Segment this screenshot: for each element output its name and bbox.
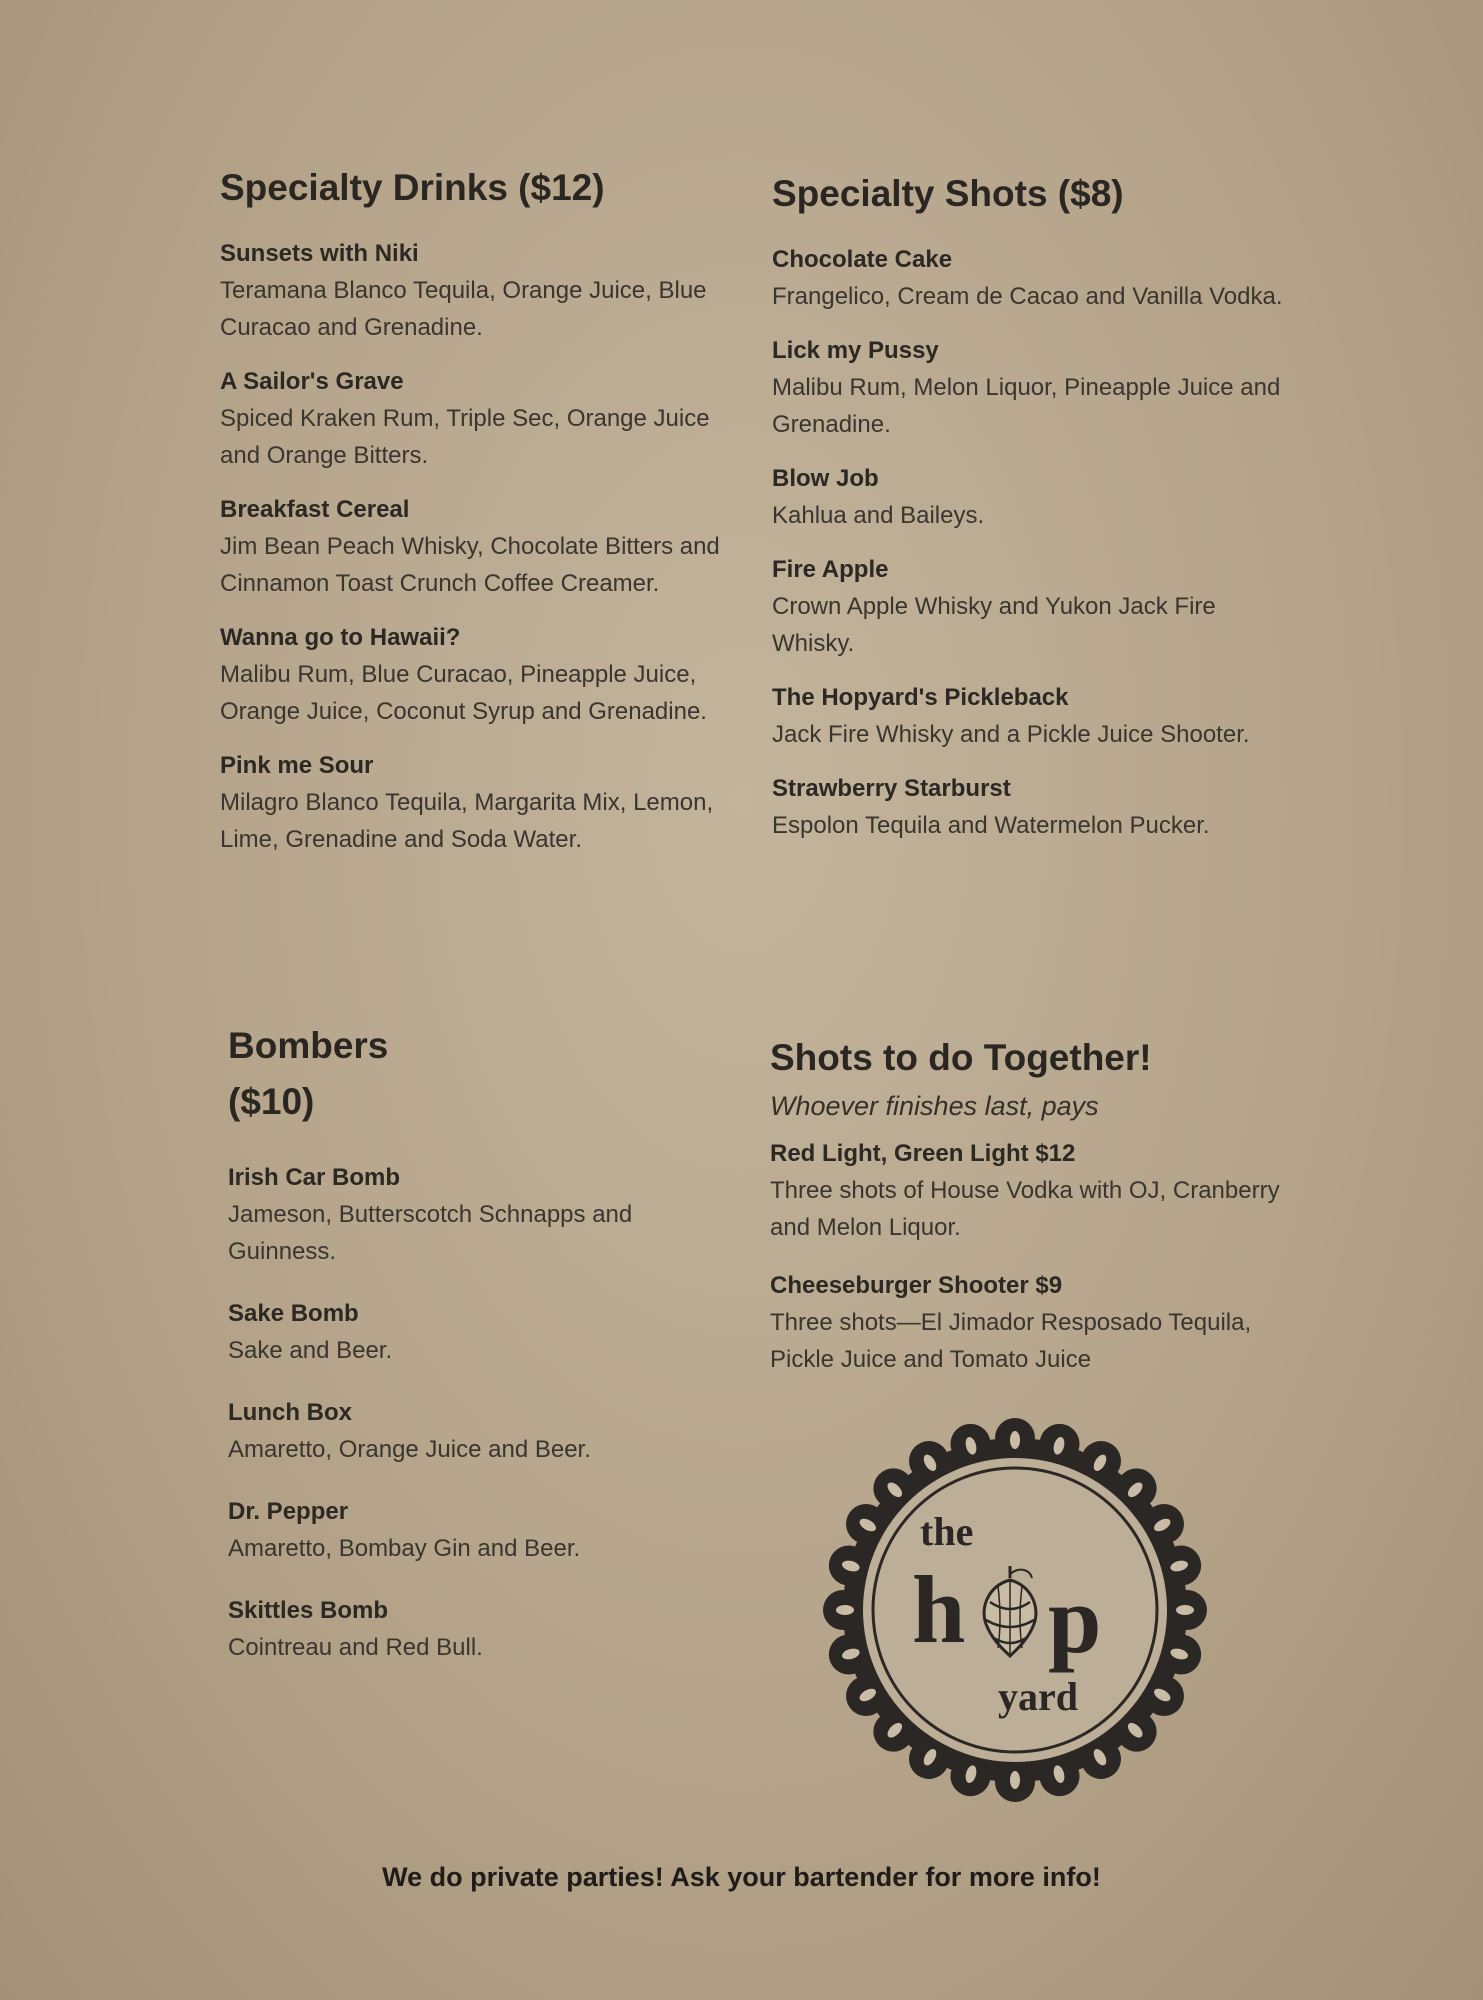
- item-description: Sake and Beer.: [228, 1337, 393, 1364]
- menu-item: [220, 748, 740, 858]
- item-description: Cointreau and Red Bull.: [228, 1634, 483, 1661]
- logo-text-yard: yard: [998, 1674, 1078, 1719]
- section-title: Bombers ($10): [228, 1025, 389, 1122]
- item-description: Amaretto, Orange Juice and Beer.: [228, 1436, 591, 1463]
- item-description: Malibu Rum, Melon Liquor, Pineapple Juice and Grenadine.: [772, 374, 1281, 438]
- menu-item: [220, 492, 740, 602]
- item-description: Amaretto, Bombay Gin and Beer.: [228, 1535, 581, 1562]
- bombers-section: [228, 1018, 708, 1666]
- item-name: The Hopyard's Pickleback: [772, 684, 1069, 711]
- item-name: Cheeseburger Shooter $9: [770, 1272, 1063, 1299]
- item-name: Chocolate Cake: [772, 246, 953, 273]
- item-description: Malibu Rum, Blue Curacao, Pineapple Juice, Orange Juice, Coconut Syrup and Grenadine.: [220, 661, 707, 725]
- item-name: Sunsets with Niki: [220, 240, 419, 267]
- item-description: Jameson, Butterscotch Schnapps and Guinness.: [228, 1201, 633, 1265]
- item-name: Lunch Box: [228, 1399, 352, 1426]
- item-description: Three shots of House Vodka with OJ, Cranberry and Melon Liquor.: [770, 1177, 1280, 1241]
- menu-item: [772, 771, 1292, 844]
- item-name: Red Light, Green Light $12: [770, 1140, 1076, 1167]
- item-description: Milagro Blanco Tequila, Margarita Mix, Lemon, Lime, Grenadine and Soda Water.: [220, 789, 714, 853]
- item-name: Wanna go to Hawaii?: [220, 624, 461, 651]
- menu-item: [228, 1395, 708, 1468]
- item-description: Jim Bean Peach Whisky, Chocolate Bitters and Cinnamon Toast Crunch Coffee Creamer.: [220, 533, 720, 597]
- item-description: Teramana Blanco Tequila, Orange Juice, Blue Curacao and Grenadine.: [220, 277, 707, 341]
- logo-hole: [1010, 1431, 1020, 1449]
- item-name: Sake Bomb: [228, 1300, 359, 1327]
- item-name: Irish Car Bomb: [228, 1164, 401, 1191]
- item-name: Breakfast Cereal: [220, 496, 410, 523]
- menu-item: [228, 1593, 708, 1666]
- item-name: Lick my Pussy: [772, 337, 939, 364]
- item-name: Fire Apple: [772, 556, 889, 583]
- menu-item: [220, 620, 740, 730]
- shots-together-section: [770, 1030, 1290, 1378]
- item-name: Strawberry Starburst: [772, 775, 1011, 802]
- logo-text-h: h: [912, 1556, 966, 1663]
- menu-item: [772, 680, 1292, 753]
- logo-hole: [1176, 1605, 1194, 1615]
- item-description: Spiced Kraken Rum, Triple Sec, Orange Juice and Orange Bitters.: [220, 405, 710, 469]
- item-description: Jack Fire Whisky and a Pickle Juice Shooter.: [772, 721, 1250, 748]
- item-name: A Sailor's Grave: [220, 368, 404, 395]
- specialty-drinks-section: [220, 160, 740, 858]
- item-description: Crown Apple Whisky and Yukon Jack Fire Whisky.: [772, 593, 1216, 657]
- menu-item: [228, 1296, 708, 1369]
- item-description: Espolon Tequila and Watermelon Pucker.: [772, 812, 1210, 839]
- logo-hole: [836, 1605, 854, 1615]
- hopyard-logo: [820, 1410, 1210, 1810]
- menu-item: [220, 364, 740, 474]
- logo-text-p: p: [1048, 1566, 1102, 1673]
- item-description: Kahlua and Baileys.: [772, 502, 985, 529]
- menu-item: [228, 1160, 708, 1270]
- menu-item: [772, 552, 1292, 662]
- menu-item: [772, 333, 1292, 443]
- item-name: Blow Job: [772, 465, 879, 492]
- menu-item: [772, 242, 1292, 315]
- item-description: Frangelico, Cream de Cacao and Vanilla Vodka.: [772, 283, 1283, 310]
- menu-item: [228, 1494, 708, 1567]
- item-name: Dr. Pepper: [228, 1498, 349, 1525]
- logo-badge: [820, 1410, 1210, 1810]
- menu-item: [770, 1268, 1290, 1378]
- menu-item: [220, 236, 740, 346]
- logo-hole: [1010, 1771, 1020, 1789]
- item-name: Skittles Bomb: [228, 1597, 389, 1624]
- menu-item: [770, 1136, 1290, 1246]
- footer-note: We do private parties! Ask your bartender for more info!: [382, 1862, 1101, 1892]
- specialty-shots-section: [772, 166, 1292, 844]
- section-title: Shots to do Together!: [770, 1037, 1152, 1078]
- item-name: Pink me Sour: [220, 752, 374, 779]
- menu-item: [772, 461, 1292, 534]
- logo-text-the: the: [920, 1509, 974, 1554]
- section-subtitle: Whoever finishes last, pays: [770, 1091, 1099, 1121]
- section-title: Specialty Drinks ($12): [220, 167, 605, 208]
- item-description: Three shots—El Jimador Resposado Tequila, Pickle Juice and Tomato Juice: [770, 1309, 1252, 1373]
- section-title: Specialty Shots ($8): [772, 173, 1124, 214]
